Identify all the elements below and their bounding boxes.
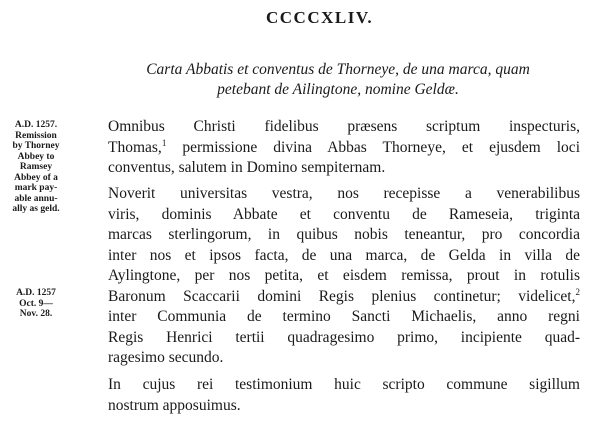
text-line — [84, 138, 580, 159]
text-line: Noverit universitas vestra, nos recepisse a venerabilibus — [108, 185, 580, 202]
margin-note-line: by Thorney — [12, 141, 60, 151]
footnote-ref: 1 — [161, 137, 167, 148]
footnote-ref: 2 — [575, 286, 580, 297]
margin-note-remission — [2, 120, 70, 215]
text-line: In cujus rei testimonium huic scripto commune sigillum — [108, 376, 580, 393]
text-line: Omnibus Christi fidelibus præsens scriptum inspecturis, — [108, 118, 580, 135]
margin-note-line: able annu- — [14, 193, 58, 204]
margin-note-line: Abbey of a — [14, 172, 58, 183]
text-fragment: permissione divina Abbas Thorneye, et ejusdem loci — [166, 138, 580, 156]
margin-note-line: Ramsey — [19, 162, 53, 172]
paragraph-salutation — [84, 117, 580, 179]
text-line: inter nos et ipsos facta, de una marca, de Gelda in villa de — [108, 246, 580, 264]
text-line: Aylingtone, per nos petita, et eisdem remissa, prout in rotulis — [108, 267, 580, 284]
margin-note-line: A.D. 1257. — [14, 120, 58, 130]
text-fragment: Baronum Scaccarii domini Regis plenius continetur; videlicet, — [108, 287, 576, 305]
text-line: conventus, salutem in Domino sempiternam. — [108, 159, 386, 176]
paragraph-body — [84, 184, 580, 369]
text-line: nostrum apposuimus. — [108, 396, 241, 414]
margin-note-line: Oct. 9— — [19, 298, 53, 309]
text-line: inter Communia de termino Sancti Michaelis, anno regni — [108, 308, 580, 325]
charter-number: CCCCXLIV. — [266, 8, 374, 27]
margin-note-line: Remission — [15, 130, 57, 141]
margin-note-line: Abbey to — [17, 151, 55, 162]
margin-note-line: Nov. 28. — [19, 309, 53, 319]
charter-title — [100, 60, 576, 100]
text-line: viris, dominis Abbate et conventu de Rameseia, triginta — [108, 205, 580, 223]
text-fragment: Thomas, — [108, 138, 162, 156]
paragraph-sealing — [84, 375, 580, 416]
margin-note-line: A.D. 1257 — [16, 288, 56, 298]
text-line — [84, 287, 580, 308]
text-line: marcas sterlingorum, in quibus nobis teneantur, pro concordia — [108, 226, 580, 243]
margin-note-line: mark pay- — [14, 183, 58, 193]
margin-note-date — [2, 288, 70, 320]
margin-note-line: ally as geld. — [12, 204, 60, 214]
title-line-2: petebant de Ailingtone, nomine Geldæ. — [217, 81, 459, 98]
text-line: ragesimo secundo. — [108, 349, 224, 366]
text-line: Regis Henrici tertii quadragesimo primo, incipiente quad- — [108, 328, 580, 346]
title-line-1: Carta Abbatis et conventus de Thorneye, de una marca, quam — [146, 61, 530, 78]
